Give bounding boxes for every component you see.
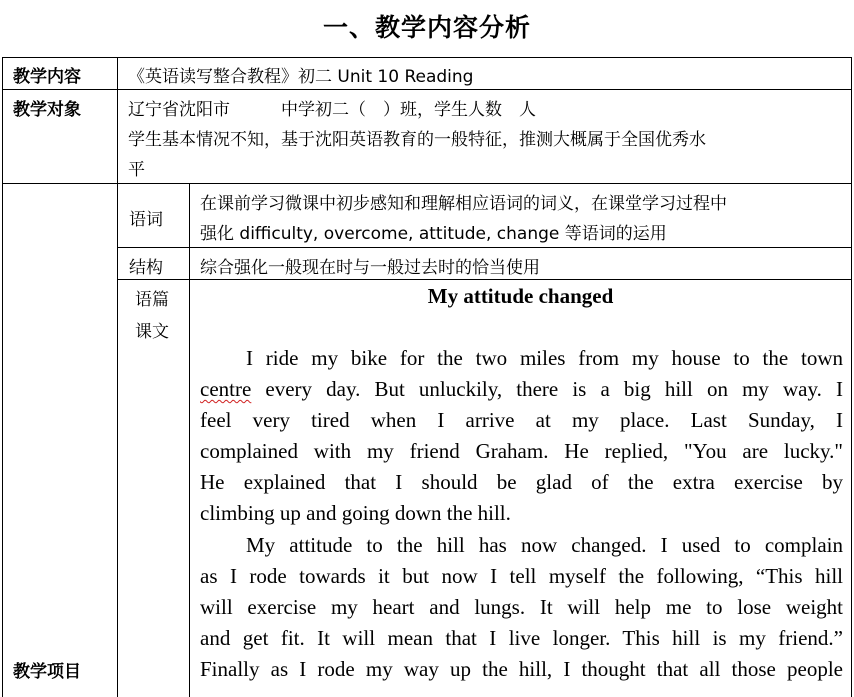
- row-divider: [2, 183, 852, 184]
- passage-line-rest: every day. But unluckily, there is a big hill on my way. I: [251, 377, 843, 401]
- table-border-right: [851, 57, 852, 697]
- target-line-1: 辽宁省沈阳市 中学初二（ ）班，学生人数 人: [128, 100, 536, 120]
- label-column-divider: [117, 57, 118, 697]
- structure-value: 综合强化一般现在时与一般过去时的恰当使用: [200, 258, 540, 278]
- table-border-left: [2, 57, 3, 697]
- vocab-label: 语词: [129, 210, 163, 230]
- passage-line: will exercise my heart and lungs. It will help me to lose weight: [200, 595, 843, 619]
- text-label-1: 语篇: [135, 290, 169, 310]
- passage-line: Finally as I rode my way up the hill, I thought that all those people: [200, 657, 843, 681]
- vocab-line-1: 在课前学习微课中初步感知和理解相应语词的词义，在课堂学习过程中: [200, 194, 727, 214]
- project-label: 教学项目: [13, 662, 81, 682]
- structure-label: 结构: [129, 258, 163, 278]
- content-label: 教学内容: [13, 67, 81, 87]
- sub-row-divider: [117, 247, 852, 248]
- passage-line: feel very tired when I arrive at my place. Last Sunday, I: [200, 408, 843, 432]
- passage-line: I ride my bike for the two miles from my house to the town: [246, 346, 843, 370]
- text-label-2: 课文: [135, 322, 169, 342]
- passage-line: and get fit. It will mean that I live longer. This hill is my friend.”: [200, 626, 843, 650]
- target-line-3: 平: [128, 160, 145, 180]
- row-divider: [2, 89, 852, 90]
- target-label: 教学对象: [13, 100, 81, 120]
- page-title: 一、教学内容分析: [322, 13, 531, 42]
- passage-line: My attitude to the hill has now changed. I used to complain: [246, 533, 843, 557]
- vocab-line-2: 强化 difficulty, overcome, attitude, change 等语词的运用: [200, 224, 667, 244]
- passage-line: [200, 377, 843, 402]
- passage-title: My attitude changed: [427, 284, 614, 308]
- spelling-mark-word: centre: [200, 377, 252, 401]
- sub-row-divider: [117, 279, 852, 280]
- passage-line: as I rode towards it but now I tell myself the following, “This hill: [200, 564, 843, 588]
- sub-label-column-divider: [189, 183, 190, 697]
- passage-line: complained with my friend Graham. He replied, "You are lucky.": [200, 439, 843, 463]
- target-line-2: 学生基本情况不知，基于沈阳英语教育的一般特征，推测大概属于全国优秀水: [128, 130, 706, 150]
- teaching-content-table: [2, 57, 852, 697]
- table-border-top: [2, 57, 852, 58]
- passage-line: climbing up and going down the hill.: [200, 501, 511, 525]
- passage-line: He explained that I should be glad of the extra exercise by: [200, 470, 843, 494]
- content-value: 《英语读写整合教程》初二 Unit 10 Reading: [128, 67, 474, 87]
